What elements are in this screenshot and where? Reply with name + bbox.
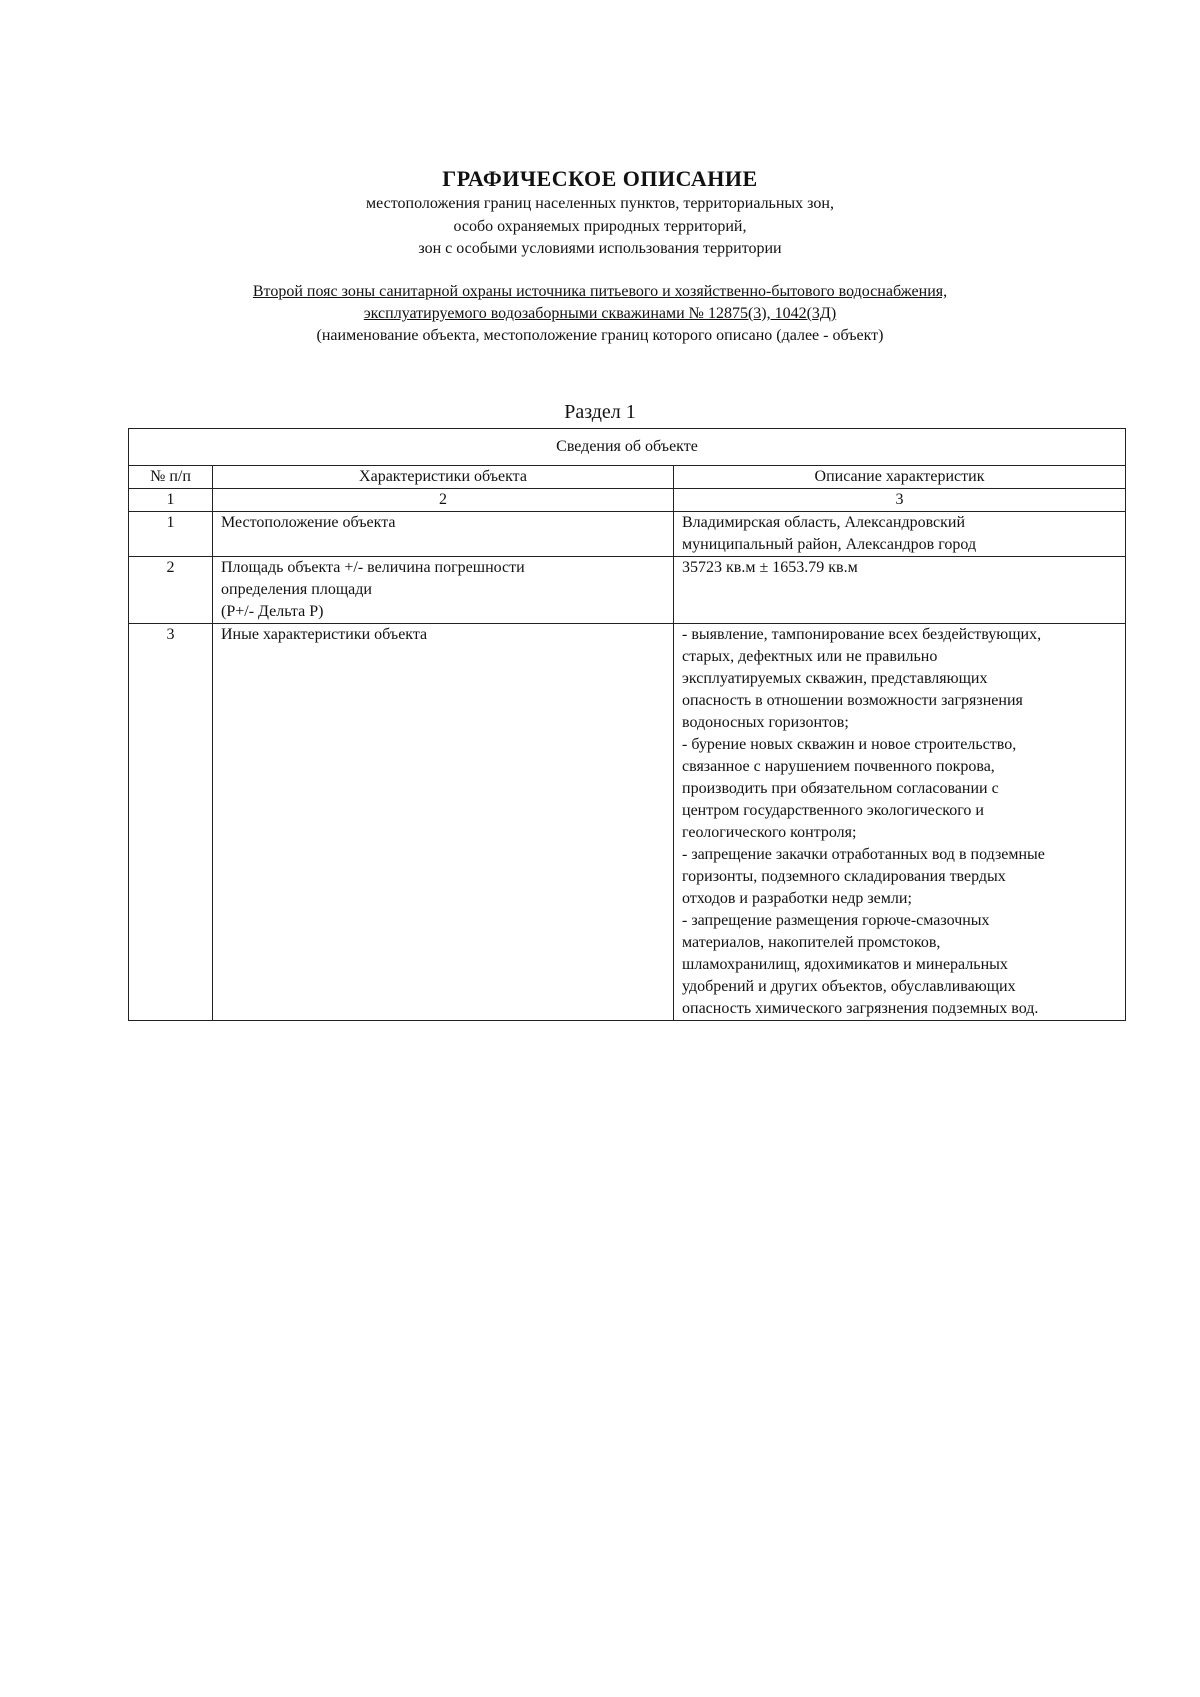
description-line: - запрещение размещения горюче-смазочных <box>682 912 990 929</box>
description-line: - запрещение закачки отработанных вод в подземные <box>682 846 1045 863</box>
object-info-table <box>128 428 1126 1021</box>
column-header-characteristics: Характеристики объекта <box>213 466 674 489</box>
object-name-line-2: эксплуатируемого водозаборными скважинами № 12875(3), 1042(3Д) <box>363 305 837 322</box>
row-description <box>674 512 1126 557</box>
subtitle-line-3: зон с особыми условиями использования территории <box>418 240 782 257</box>
column-number-2: 2 <box>213 489 674 512</box>
description-line: Владимирская область, Александровский <box>682 514 966 531</box>
description-line: водоносных горизонтов; <box>682 714 849 731</box>
object-name-line-1: Второй пояс зоны санитарной охраны источника питьевого и хозяйственно-бытового водоснабжения, <box>252 283 948 300</box>
column-header-number: № п/п <box>129 466 213 489</box>
description-line: опасность в отношении возможности загрязнения <box>682 692 1023 709</box>
row-number: 2 <box>129 557 213 624</box>
characteristic-line: Иные характеристики объекта <box>221 626 428 643</box>
object-name-note: (наименование объекта, местоположение границ которого описано (далее - объект) <box>316 327 884 344</box>
document-title: ГРАФИЧЕСКОЕ ОПИСАНИЕ <box>442 166 758 191</box>
description-line: старых, дефектных или не правильно <box>682 648 938 665</box>
row-description <box>674 624 1126 1021</box>
row-description <box>674 557 1126 624</box>
column-header-description: Описание характеристик <box>674 466 1126 489</box>
table-caption: Сведения об объекте <box>129 429 1126 466</box>
description-line: производить при обязательном согласовании с <box>682 780 999 797</box>
description-line: эксплуатируемых скважин, представляющих <box>682 670 988 687</box>
description-line: отходов и разработки недр земли; <box>682 890 912 907</box>
description-line: материалов, накопителей промстоков, <box>682 934 941 951</box>
description-line: горизонты, подземного складирования твердых <box>682 868 1006 885</box>
subtitle-line-2: особо охраняемых природных территорий, <box>453 218 747 235</box>
description-line: муниципальный район, Александров город <box>682 536 977 553</box>
row-characteristic <box>213 557 674 624</box>
description-line: 35723 кв.м ± 1653.79 кв.м <box>682 559 858 576</box>
characteristic-line: определения площади <box>221 581 372 598</box>
row-number: 1 <box>129 512 213 557</box>
row-characteristic <box>213 512 674 557</box>
column-number-1: 1 <box>129 489 213 512</box>
table-row <box>129 624 1126 1021</box>
description-line: - бурение новых скважин и новое строительство, <box>682 736 1017 753</box>
description-line: - выявление, тампонирование всех бездействующих, <box>682 626 1042 643</box>
table-row <box>129 512 1126 557</box>
row-number: 3 <box>129 624 213 1021</box>
description-line: центром государственного экологического и <box>682 802 984 819</box>
subtitle-line-1: местоположения границ населенных пунктов, территориальных зон, <box>366 195 834 212</box>
description-line: шламохранилищ, ядохимикатов и минеральных <box>682 956 1008 973</box>
column-number-3: 3 <box>674 489 1126 512</box>
description-line: связанное с нарушением почвенного покрова, <box>682 758 995 775</box>
section-title: Раздел 1 <box>564 401 636 423</box>
characteristic-line: Местоположение объекта <box>221 514 396 531</box>
description-line: удобрений и других объектов, обуславливающих <box>682 978 1016 995</box>
characteristic-line: Площадь объекта +/- величина погрешности <box>221 559 525 576</box>
description-line: опасность химического загрязнения подземных вод. <box>682 1000 1039 1017</box>
row-characteristic <box>213 624 674 1021</box>
characteristic-line: (P+/- Дельта P) <box>221 603 324 620</box>
table-row <box>129 557 1126 624</box>
description-line: геологического контроля; <box>682 824 857 841</box>
